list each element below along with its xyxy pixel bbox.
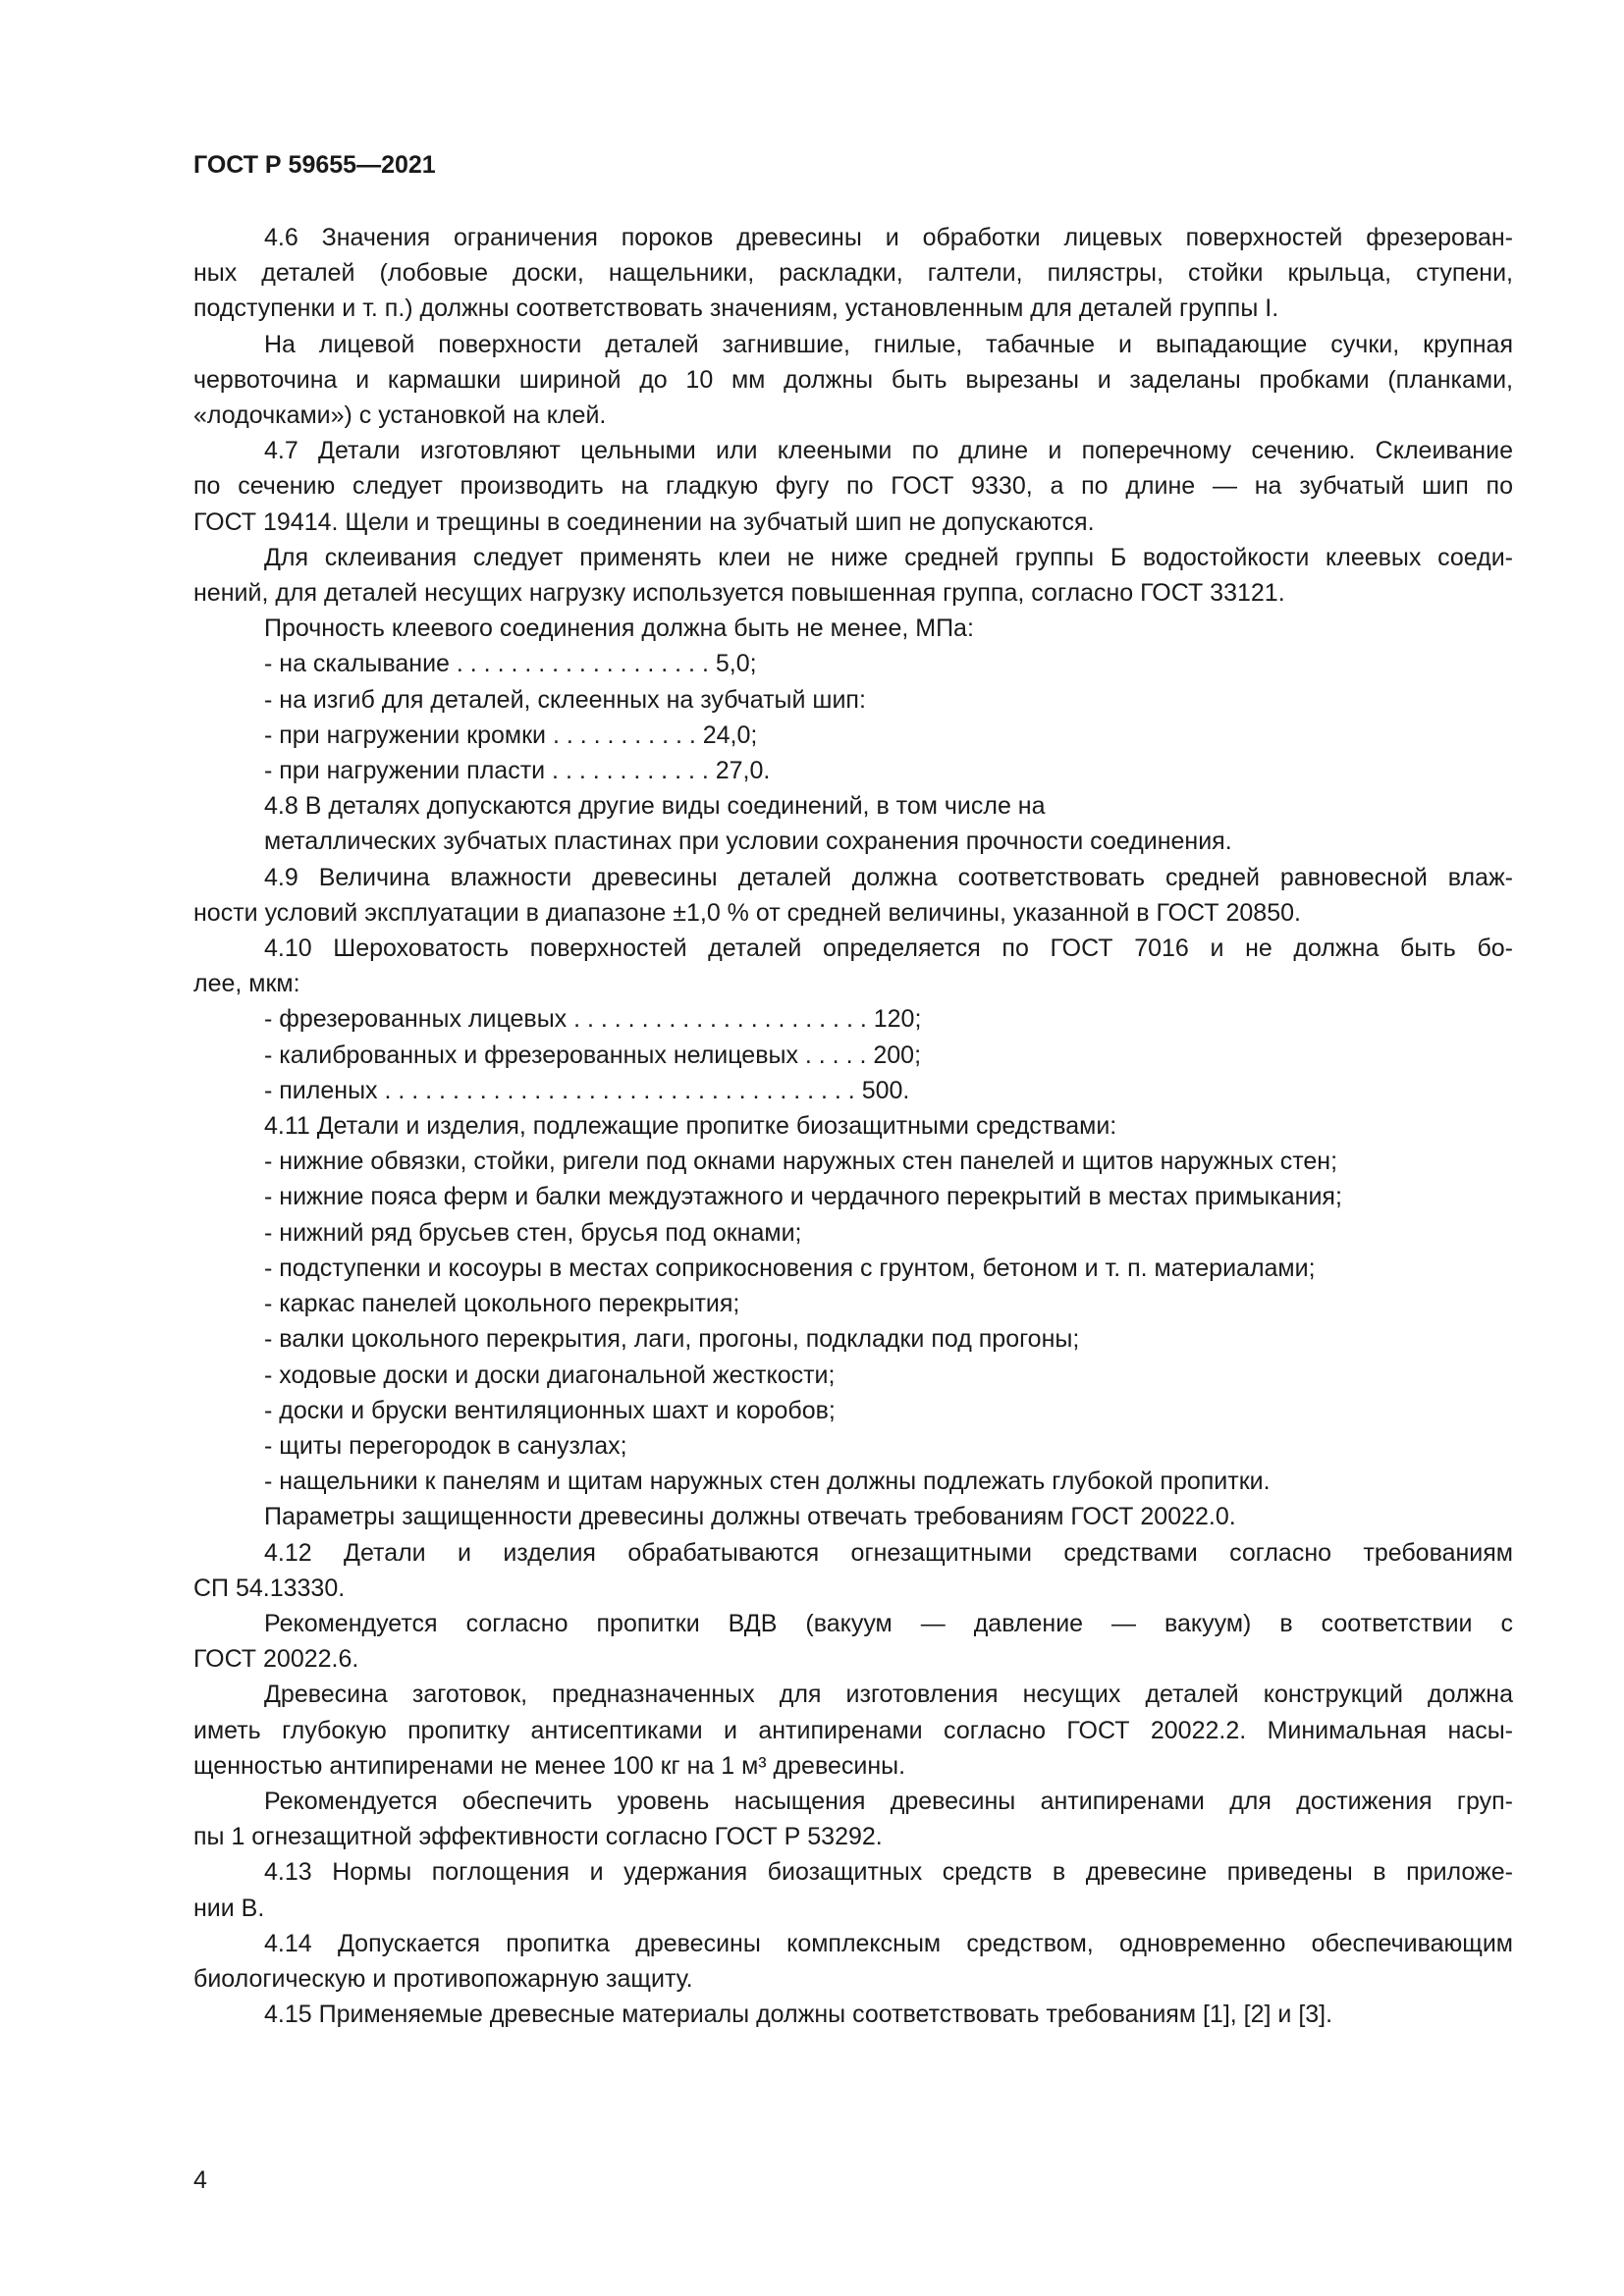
text-line: 4.7 Детали изготовляют цельными или клееными по длине и поперечному сечению. Склеивание (264, 437, 1513, 465)
text-line: по сечению следует производить на гладкую фугу по ГОСТ 9330, а по длине — на зубчатый шип по (193, 472, 1513, 501)
text-line: ности условий эксплуатации в диапазоне ±1,0 % от средней величины, указанной в ГОСТ 20850. (193, 898, 1301, 927)
text-line: биологическую и противопожарную защиту. (193, 1964, 693, 1993)
text-line: «лодочками») с установкой на клей. (193, 401, 607, 430)
text-line: 4.14 Допускается пропитка древесины комплексным средством, одновременно обеспечивающим (264, 1929, 1513, 1957)
text-line: Рекомендуется обеспечить уровень насыщения древесины антипиренами для достижения груп- (264, 1787, 1513, 1815)
list-item: - валки цокольного перекрытия, лаги, прогоны, подкладки под прогоны; (264, 1325, 1080, 1354)
document-body (193, 220, 1513, 2032)
page-number: 4 (193, 2166, 207, 2194)
text-line: Для склеивания следует применять клеи не ниже средней группы Б водостойкости клеевых соеди- (264, 543, 1513, 571)
text-line: 4.6 Значения ограничения пороков древесины и обработки лицевых поверхностей фрезерован- (264, 224, 1513, 251)
text-line: Древесина заготовок, предназначенных для изготовления несущих деталей конструкций должна (264, 1681, 1513, 1709)
text-line: ГОСТ 20022.6. (193, 1645, 359, 1674)
list-item: - подступенки и косоуры в местах соприкосновения с грунтом, бетоном и т. п. материалами; (264, 1254, 1316, 1282)
list-item: - ходовые доски и доски диагональной жесткости; (264, 1361, 836, 1389)
text-line: ГОСТ 19414. Щели и трещины в соединении на зубчатый шип не допускаются. (193, 507, 1095, 536)
text-line: 4.11 Детали и изделия, подлежащие пропитке биозащитными средствами: (264, 1112, 1117, 1141)
list-item: - на изгиб для деталей, склеенных на зубчатый шип: (264, 685, 866, 714)
text-line: 4.12 Детали и изделия обрабатываются огнезащитными средствами согласно требованиям (264, 1538, 1513, 1567)
text-line: иметь глубокую пропитку антисептиками и антипиренами согласно ГОСТ 20022.2. Минимальная насы- (193, 1716, 1513, 1744)
text-line: металлических зубчатых пластинах при условии сохранения прочности соединения. (264, 828, 1232, 856)
list-item: - при нагружении пласти . . . . . . . . . . . . 27,0. (264, 757, 771, 785)
text-line: 4.10 Шероховатость поверхностей деталей определяется по ГОСТ 7016 и не должна быть бо- (264, 934, 1513, 963)
list-item: - фрезерованных лицевых . . . . . . . . . . . . . . . . . . . . . . 120; (264, 1005, 922, 1034)
list-item: - на скалывание . . . . . . . . . . . . . . . . . . . 5,0; (264, 650, 757, 678)
text-line: щенностью антипиренами не менее 100 кг на 1 м³ древесины. (193, 1751, 906, 1780)
text-line: Рекомендуется согласно пропитки ВДВ (вакуум — давление — вакуум) в соответствии с (264, 1609, 1513, 1637)
text-line: червоточина и кармашки шириной до 10 мм должны быть вырезаны и заделаны пробками (планками, (193, 365, 1513, 394)
text-line: подступенки и т. п.) должны соответствовать значениям, установленным для деталей группы I. (193, 294, 1279, 323)
list-item: - при нагружении кромки . . . . . . . . . . . 24,0; (264, 721, 758, 749)
text-line: ных деталей (лобовые доски, нащельники, раскладки, галтели, пилястры, стойки крыльца, ступени, (193, 259, 1513, 288)
list-item: - нащельники к панелям и щитам наружных стен должны подлежать глубокой пропитки. (264, 1468, 1271, 1496)
page-header: ГОСТ Р 59655—2021 (193, 151, 436, 179)
text-line: 4.8 В деталях допускаются другие виды соединений, в том числе на (264, 792, 1046, 821)
list-item: - щиты перегородок в санузлах; (264, 1431, 627, 1460)
text-line: 4.15 Применяемые древесные материалы должны соответствовать требованиям [1], [2] и [3]. (264, 2001, 1333, 2029)
text-line: СП 54.13330. (193, 1574, 346, 1602)
text-line: нии В. (193, 1894, 265, 1922)
text-line: Параметры защищенности древесины должны отвечать требованиям ГОСТ 20022.0. (264, 1503, 1236, 1531)
list-item: - нижний ряд брусьев стен, брусья под окнами; (264, 1218, 802, 1247)
list-item: - каркас панелей цокольного перекрытия; (264, 1290, 740, 1318)
list-item: - нижние пояса ферм и балки междуэтажного и чердачного перекрытий в местах примыкания; (264, 1183, 1342, 1211)
text-line: На лицевой поверхности деталей загнившие, гнилые, табачные и выпадающие сучки, крупная (264, 330, 1513, 358)
text-line: пы 1 огнезащитной эффективности согласно ГОСТ Р 53292. (193, 1823, 883, 1851)
list-item: - доски и бруски вентиляционных шахт и коробов; (264, 1396, 836, 1424)
list-item: - пиленых . . . . . . . . . . . . . . . . . . . . . . . . . . . . . . . . . . . 500. (264, 1076, 910, 1104)
text-line: лее, мкм: (193, 970, 300, 998)
text-line: нений, для деталей несущих нагрузку используется повышенная группа, согласно ГОСТ 33121. (193, 579, 1285, 608)
text-line: Прочность клеевого соединения должна быть не менее, МПа: (264, 614, 974, 643)
text-line: 4.9 Величина влажности древесины деталей должна соответствовать средней равновесной влаж- (264, 863, 1513, 891)
text-line: 4.13 Нормы поглощения и удержания биозащитных средств в древесине приведены в приложе- (264, 1858, 1513, 1887)
list-item: - калиброванных и фрезерованных нелицевых . . . . . 200; (264, 1041, 922, 1069)
list-item: - нижние обвязки, стойки, ригели под окнами наружных стен панелей и щитов наружных стен; (264, 1148, 1338, 1176)
